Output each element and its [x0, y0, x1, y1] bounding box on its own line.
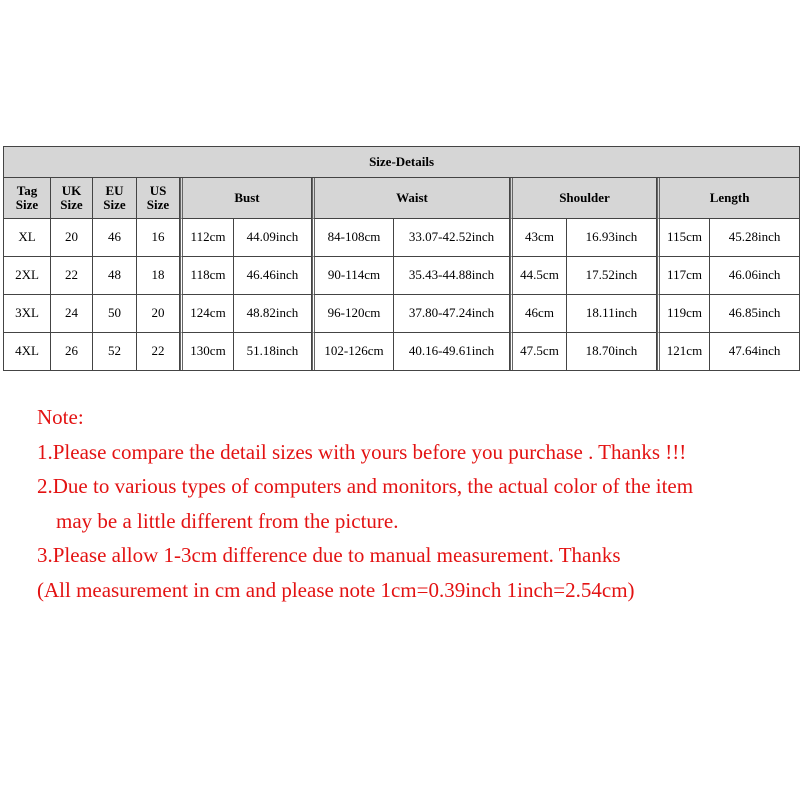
- cell-eu-size: 48: [93, 257, 137, 295]
- cell-waist-inch: 40.16-49.61inch: [394, 333, 510, 370]
- note-line-2-continued: may be a little different from the picture.: [56, 508, 399, 533]
- cell-uk-size: 24: [51, 295, 93, 333]
- cell-us-size: 20: [137, 295, 180, 333]
- cell-eu-size: 46: [93, 219, 137, 257]
- cell-shoulder-inch: 16.93inch: [567, 219, 657, 257]
- cell-waist-cm: 84-108cm: [312, 219, 394, 257]
- note-line-1: 1.Please compare the detail sizes with yours before you purchase . Thanks !!!: [37, 439, 687, 464]
- table-title-row: [4, 147, 799, 178]
- header-tag-size: Tag Size: [4, 178, 51, 219]
- note-line-2: 2.Due to various types of computers and monitors, the actual color of the item: [37, 474, 694, 498]
- cell-waist-cm: 102-126cm: [312, 333, 394, 370]
- cell-bust-inch: 51.18inch: [234, 333, 312, 370]
- size-details-table: [3, 146, 800, 371]
- cell-uk-size: 22: [51, 257, 93, 295]
- cell-length-cm: 115cm: [657, 219, 710, 257]
- header-waist: Waist: [312, 178, 510, 219]
- cell-bust-cm: 112cm: [180, 219, 234, 257]
- cell-tag-size: XL: [4, 219, 51, 257]
- cell-uk-size: 26: [51, 333, 93, 370]
- header-shoulder: Shoulder: [510, 178, 657, 219]
- cell-length-cm: 121cm: [657, 333, 710, 370]
- cell-bust-cm: 130cm: [180, 333, 234, 370]
- cell-bust-inch: 44.09inch: [234, 219, 312, 257]
- cell-length-inch: 46.85inch: [710, 295, 799, 333]
- cell-length-cm: 117cm: [657, 257, 710, 295]
- note-heading: Note:: [37, 405, 84, 429]
- cell-length-cm: 119cm: [657, 295, 710, 333]
- cell-waist-cm: 96-120cm: [312, 295, 394, 333]
- cell-shoulder-cm: 44.5cm: [510, 257, 567, 295]
- table-title: Size-Details: [4, 147, 799, 178]
- cell-eu-size: 52: [93, 333, 137, 370]
- table-row: [4, 333, 799, 370]
- cell-shoulder-inch: 18.70inch: [567, 333, 657, 370]
- notes-block: [37, 400, 787, 607]
- cell-waist-inch: 35.43-44.88inch: [394, 257, 510, 295]
- header-uk-size: UK Size: [51, 178, 93, 219]
- note-line-4: (All measurement in cm and please note 1cm=0.39inch 1inch=2.54cm): [37, 577, 635, 602]
- cell-uk-size: 20: [51, 219, 93, 257]
- cell-bust-cm: 118cm: [180, 257, 234, 295]
- cell-waist-inch: 33.07-42.52inch: [394, 219, 510, 257]
- table-row: [4, 219, 799, 257]
- cell-length-inch: 45.28inch: [710, 219, 799, 257]
- cell-shoulder-inch: 17.52inch: [567, 257, 657, 295]
- cell-length-inch: 46.06inch: [710, 257, 799, 295]
- note-line-3: 3.Please allow 1-3cm difference due to manual measurement. Thanks: [37, 543, 621, 567]
- cell-us-size: 16: [137, 219, 180, 257]
- table-row: [4, 295, 799, 333]
- cell-bust-inch: 46.46inch: [234, 257, 312, 295]
- cell-us-size: 22: [137, 333, 180, 370]
- cell-waist-inch: 37.80-47.24inch: [394, 295, 510, 333]
- cell-shoulder-cm: 43cm: [510, 219, 567, 257]
- cell-us-size: 18: [137, 257, 180, 295]
- cell-shoulder-inch: 18.11inch: [567, 295, 657, 333]
- cell-bust-cm: 124cm: [180, 295, 234, 333]
- table-row: [4, 257, 799, 295]
- table-header-row: [4, 178, 799, 219]
- header-us-size: US Size: [137, 178, 180, 219]
- header-eu-size: EU Size: [93, 178, 137, 219]
- cell-shoulder-cm: 46cm: [510, 295, 567, 333]
- cell-tag-size: 3XL: [4, 295, 51, 333]
- cell-length-inch: 47.64inch: [710, 333, 799, 370]
- cell-waist-cm: 90-114cm: [312, 257, 394, 295]
- cell-eu-size: 50: [93, 295, 137, 333]
- cell-tag-size: 4XL: [4, 333, 51, 370]
- header-bust: Bust: [180, 178, 312, 219]
- cell-shoulder-cm: 47.5cm: [510, 333, 567, 370]
- header-length: Length: [657, 178, 799, 219]
- cell-tag-size: 2XL: [4, 257, 51, 295]
- cell-bust-inch: 48.82inch: [234, 295, 312, 333]
